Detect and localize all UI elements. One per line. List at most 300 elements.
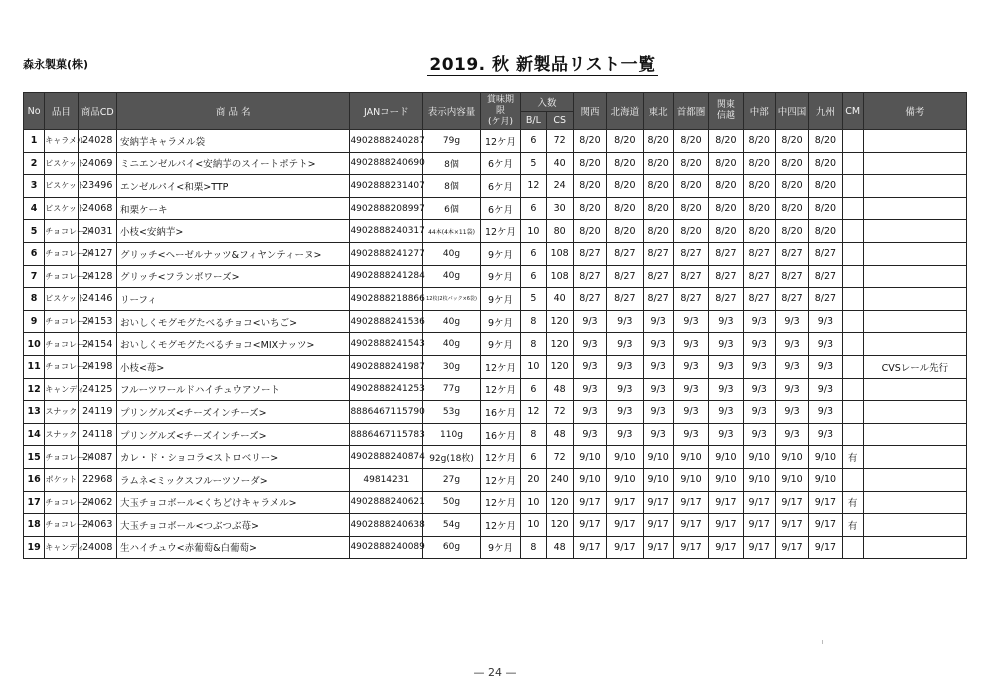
cell-category: ビスケット: [45, 288, 78, 311]
cell-cm: [842, 175, 863, 198]
cell-date-chubu: 8/27: [743, 242, 775, 265]
cell-date-kansai: 9/3: [573, 378, 606, 401]
cell-shelf-life: 12ケ月: [480, 514, 520, 537]
cell-jan: 4902888241277: [350, 242, 423, 265]
cell-category: チョコレート: [45, 333, 78, 356]
cell-date-kyushu: 9/10: [809, 468, 842, 491]
cell-cs: 108: [546, 242, 573, 265]
cell-jan: 4902888240638: [350, 514, 423, 537]
cell-no: 11: [24, 355, 45, 378]
cell-no: 17: [24, 491, 45, 514]
cell-date-chubu: 9/17: [743, 536, 775, 559]
cell-shelf-life: 12ケ月: [480, 130, 520, 153]
cell-date-hokkaido: 8/20: [607, 152, 643, 175]
cell-no: 13: [24, 401, 45, 424]
cell-date-kansai: 8/27: [573, 288, 606, 311]
cell-no: 16: [24, 468, 45, 491]
cell-no: 18: [24, 514, 45, 537]
cell-shelf-life: 9ケ月: [480, 242, 520, 265]
cell-cm: [842, 423, 863, 446]
cell-date-chushikoku: 9/3: [775, 355, 808, 378]
cell-date-hokkaido: 9/17: [607, 491, 643, 514]
cell-product-cd: 24062: [78, 491, 116, 514]
table-row: [24, 242, 967, 265]
cell-category: ビスケット: [45, 197, 78, 220]
cell-date-chubu: 9/3: [743, 378, 775, 401]
cell-shelf-life: 9ケ月: [480, 536, 520, 559]
cell-jan: 4902888241284: [350, 265, 423, 288]
cell-product-cd: 24118: [78, 423, 116, 446]
cell-date-tohoku: 9/3: [643, 310, 673, 333]
table-row: [24, 310, 967, 333]
cell-cm: 有: [842, 446, 863, 469]
cell-remarks: [863, 468, 966, 491]
cell-cs: 48: [546, 536, 573, 559]
cell-date-shutoken: 8/20: [673, 197, 708, 220]
cell-date-tohoku: 8/27: [643, 242, 673, 265]
cell-date-tohoku: 9/10: [643, 446, 673, 469]
cell-date-kansai: 9/10: [573, 468, 606, 491]
cell-product-name: おいしくモグモグたべるチョコ<MIXナッツ>: [116, 333, 349, 356]
cell-date-tohoku: 8/20: [643, 175, 673, 198]
cell-date-tohoku: 9/10: [643, 468, 673, 491]
cell-shelf-life: 9ケ月: [480, 333, 520, 356]
cell-product-cd: 24153: [78, 310, 116, 333]
header-shelf-life-line1: 賞味期: [487, 94, 515, 105]
cell-remarks: [863, 514, 966, 537]
cell-date-shutoken: 8/20: [673, 220, 708, 243]
cell-remarks: [863, 152, 966, 175]
cell-date-shutoken: 9/17: [673, 491, 708, 514]
cell-date-shutoken: 9/3: [673, 333, 708, 356]
header-kyushu: 九州: [809, 93, 842, 130]
cell-product-name: ラムネ<ミックスフルーツソーダ>: [116, 468, 349, 491]
cell-cm: [842, 152, 863, 175]
header-jan: JANコード: [350, 93, 423, 130]
cell-bl: 10: [521, 220, 546, 243]
cell-product-name: 安納芋キャラメル袋: [116, 130, 349, 153]
cell-content: 8個: [423, 175, 481, 198]
cell-date-hokkaido: 9/10: [607, 446, 643, 469]
cell-date-chubu: 9/10: [743, 446, 775, 469]
cell-content: 40g: [423, 265, 481, 288]
table-row: [24, 378, 967, 401]
cell-cm: [842, 401, 863, 424]
cell-product-cd: 24146: [78, 288, 116, 311]
header-irisu: 入数: [521, 93, 574, 112]
cell-cm: [842, 536, 863, 559]
cell-date-chubu: 9/17: [743, 514, 775, 537]
cell-date-tohoku: 9/3: [643, 333, 673, 356]
cell-bl: 6: [521, 378, 546, 401]
table-row: [24, 197, 967, 220]
cell-date-chushikoku: 8/20: [775, 152, 808, 175]
cell-date-chubu: 9/3: [743, 355, 775, 378]
cell-remarks: [863, 197, 966, 220]
cell-cs: 30: [546, 197, 573, 220]
cell-cm: [842, 468, 863, 491]
cell-no: 3: [24, 175, 45, 198]
cell-date-kansai: 8/20: [573, 197, 606, 220]
cell-date-kansai: 9/17: [573, 491, 606, 514]
cell-no: 4: [24, 197, 45, 220]
cell-category: チョコレート: [45, 355, 78, 378]
cell-date-hokkaido: 9/10: [607, 468, 643, 491]
header-kanshin-line2: 信越: [716, 111, 735, 121]
cell-cs: 120: [546, 491, 573, 514]
cell-bl: 10: [521, 355, 546, 378]
cell-date-kyushu: 9/3: [809, 378, 842, 401]
cell-date-chushikoku: 8/20: [775, 130, 808, 153]
cell-product-name: グリッチ<ヘーゼルナッツ&フィヤンティーヌ>: [116, 242, 349, 265]
cell-date-shutoken: 9/10: [673, 446, 708, 469]
cell-remarks: [863, 220, 966, 243]
header-shelf-life: [480, 93, 520, 130]
cell-product-name: フルーツワールドハイチュウアソート: [116, 378, 349, 401]
cell-product-cd: 24198: [78, 355, 116, 378]
cell-date-kyushu: 9/3: [809, 423, 842, 446]
header-chubu: 中部: [743, 93, 775, 130]
cell-product-name: 大玉チョコボール<くちどけキャラメル>: [116, 491, 349, 514]
cell-product-name: エンゼルパイ<和栗>TTP: [116, 175, 349, 198]
header-category: 品目: [45, 93, 78, 130]
cell-category: チョコレート: [45, 446, 78, 469]
cell-remarks: [863, 401, 966, 424]
cell-cm: [842, 130, 863, 153]
cell-date-kanshin: 9/3: [709, 401, 743, 424]
cell-date-chubu: 8/20: [743, 152, 775, 175]
cell-date-hokkaido: 9/17: [607, 536, 643, 559]
header-cm: CM: [842, 93, 863, 130]
cell-date-chubu: 9/3: [743, 423, 775, 446]
cell-content: 40g: [423, 333, 481, 356]
cell-no: 5: [24, 220, 45, 243]
cell-date-kyushu: 8/20: [809, 175, 842, 198]
cell-date-kansai: 8/20: [573, 152, 606, 175]
cell-cm: 有: [842, 514, 863, 537]
cell-date-hokkaido: 8/20: [607, 220, 643, 243]
cell-remarks: [863, 242, 966, 265]
cell-no: 10: [24, 333, 45, 356]
cell-jan: 4902888240089: [350, 536, 423, 559]
header-content: 表示内容量: [423, 93, 481, 130]
header-no: No: [24, 93, 45, 130]
cell-jan: 4902888240690: [350, 152, 423, 175]
cell-date-hokkaido: 8/20: [607, 175, 643, 198]
cell-date-shutoken: 9/3: [673, 401, 708, 424]
cell-date-shutoken: 9/10: [673, 468, 708, 491]
cell-date-kanshin: 9/3: [709, 333, 743, 356]
cell-date-shutoken: 9/17: [673, 514, 708, 537]
cell-no: 6: [24, 242, 45, 265]
cell-bl: 5: [521, 152, 546, 175]
cell-product-cd: 24008: [78, 536, 116, 559]
cell-remarks: [863, 378, 966, 401]
cell-content: 12枚(2枚パック×6袋): [423, 288, 481, 311]
cell-cs: 40: [546, 152, 573, 175]
cell-jan: 4902888240287: [350, 130, 423, 153]
cell-content: 54g: [423, 514, 481, 537]
header-shelf-life-line3: (ケ月): [488, 116, 514, 127]
cell-jan: 4902888241536: [350, 310, 423, 333]
cell-bl: 6: [521, 197, 546, 220]
cell-date-kyushu: 8/20: [809, 220, 842, 243]
cell-jan: 8886467115790: [350, 401, 423, 424]
cell-date-kansai: 9/17: [573, 536, 606, 559]
cell-category: チョコレート: [45, 220, 78, 243]
cell-date-shutoken: 8/27: [673, 242, 708, 265]
cell-date-tohoku: 9/17: [643, 514, 673, 537]
cell-product-cd: 24119: [78, 401, 116, 424]
cell-date-shutoken: 8/27: [673, 288, 708, 311]
cell-remarks: [863, 130, 966, 153]
table-body: [24, 130, 967, 559]
cell-product-cd: 24125: [78, 378, 116, 401]
cell-date-chubu: 8/27: [743, 265, 775, 288]
cell-cs: 80: [546, 220, 573, 243]
cell-cm: [842, 355, 863, 378]
cell-date-tohoku: 9/17: [643, 536, 673, 559]
table-row: [24, 175, 967, 198]
cell-jan: 4902888241987: [350, 355, 423, 378]
cell-product-name: 大玉チョコボール<つぶつぶ苺>: [116, 514, 349, 537]
cell-date-kyushu: 9/3: [809, 401, 842, 424]
cell-shelf-life: 12ケ月: [480, 468, 520, 491]
cell-jan: 4902888240874: [350, 446, 423, 469]
cell-date-shutoken: 9/3: [673, 423, 708, 446]
table-row: [24, 536, 967, 559]
cell-date-hokkaido: 9/3: [607, 401, 643, 424]
cell-category: ビスケット: [45, 175, 78, 198]
cell-date-kanshin: 8/20: [709, 197, 743, 220]
cell-date-tohoku: 9/3: [643, 423, 673, 446]
cell-product-name: グリッチ<フランボワーズ>: [116, 265, 349, 288]
cell-date-kanshin: 8/27: [709, 265, 743, 288]
cell-category: チョコレート: [45, 242, 78, 265]
cell-jan: 4902888208997: [350, 197, 423, 220]
cell-jan: 4902888241543: [350, 333, 423, 356]
cell-product-name: カレ・ド・ショコラ<ストロベリー>: [116, 446, 349, 469]
header-cs: CS: [546, 112, 573, 130]
cell-cs: 120: [546, 355, 573, 378]
cell-bl: 10: [521, 514, 546, 537]
cell-date-kanshin: 9/17: [709, 491, 743, 514]
cell-date-chushikoku: 9/3: [775, 401, 808, 424]
cell-date-kanshin: 8/27: [709, 288, 743, 311]
cell-content: 110g: [423, 423, 481, 446]
cell-bl: 12: [521, 175, 546, 198]
cell-date-kansai: 8/27: [573, 265, 606, 288]
cell-category: キャンディ: [45, 378, 78, 401]
cell-shelf-life: 6ケ月: [480, 175, 520, 198]
cell-remarks: [863, 446, 966, 469]
cell-category: スナック: [45, 401, 78, 424]
cell-bl: 6: [521, 130, 546, 153]
cell-remarks: CVSレール先行: [863, 355, 966, 378]
cell-date-chushikoku: 8/20: [775, 197, 808, 220]
cell-cs: 108: [546, 265, 573, 288]
cell-date-tohoku: 9/17: [643, 491, 673, 514]
cell-no: 19: [24, 536, 45, 559]
cell-product-name: 小枝<安納芋>: [116, 220, 349, 243]
cell-no: 9: [24, 310, 45, 333]
cell-product-cd: 22968: [78, 468, 116, 491]
cell-jan: 4902888240621: [350, 491, 423, 514]
cell-product-name: ミニエンゼルパイ<安納芋のスイートポテト>: [116, 152, 349, 175]
table-row: [24, 491, 967, 514]
cell-date-shutoken: 8/27: [673, 265, 708, 288]
cell-date-kyushu: 9/10: [809, 446, 842, 469]
cell-remarks: [863, 288, 966, 311]
cell-jan: 8886467115783: [350, 423, 423, 446]
cell-no: 14: [24, 423, 45, 446]
cell-product-cd: 23496: [78, 175, 116, 198]
cell-date-kanshin: 8/20: [709, 175, 743, 198]
cell-date-hokkaido: 8/20: [607, 130, 643, 153]
cell-cs: 120: [546, 514, 573, 537]
cell-cm: [842, 242, 863, 265]
header-hokkaido: 北海道: [607, 93, 643, 130]
cell-cs: 48: [546, 378, 573, 401]
cell-date-chushikoku: 8/27: [775, 288, 808, 311]
cell-date-kansai: 9/3: [573, 355, 606, 378]
cell-date-kanshin: 9/10: [709, 468, 743, 491]
cell-product-cd: 24031: [78, 220, 116, 243]
cell-date-chubu: 8/27: [743, 288, 775, 311]
header-product-cd: 商品CD: [78, 93, 116, 130]
cell-date-shutoken: 9/3: [673, 310, 708, 333]
cell-bl: 20: [521, 468, 546, 491]
cell-content: 40g: [423, 310, 481, 333]
cell-cs: 24: [546, 175, 573, 198]
cell-category: チョコレート: [45, 514, 78, 537]
cell-date-kanshin: 9/17: [709, 514, 743, 537]
cell-cs: 48: [546, 423, 573, 446]
cell-shelf-life: 9ケ月: [480, 288, 520, 311]
cell-date-kansai: 9/10: [573, 446, 606, 469]
cell-category: チョコレート: [45, 310, 78, 333]
cell-date-hokkaido: 8/20: [607, 197, 643, 220]
cell-date-kansai: 8/20: [573, 130, 606, 153]
cell-cm: 有: [842, 491, 863, 514]
cell-shelf-life: 16ケ月: [480, 423, 520, 446]
cell-bl: 8: [521, 423, 546, 446]
cell-date-chubu: 9/3: [743, 401, 775, 424]
cell-content: 50g: [423, 491, 481, 514]
cell-date-chushikoku: 9/17: [775, 536, 808, 559]
cell-shelf-life: 9ケ月: [480, 265, 520, 288]
cell-date-chushikoku: 9/3: [775, 310, 808, 333]
cell-cm: [842, 197, 863, 220]
cell-bl: 6: [521, 446, 546, 469]
cell-date-chubu: 9/17: [743, 491, 775, 514]
cell-cs: 120: [546, 310, 573, 333]
cell-product-name: 小枝<苺>: [116, 355, 349, 378]
header-kanshin: [709, 93, 743, 130]
cell-date-chushikoku: 8/20: [775, 220, 808, 243]
cell-product-cd: 24128: [78, 265, 116, 288]
cell-date-tohoku: 9/3: [643, 355, 673, 378]
cell-category: キャラメル: [45, 130, 78, 153]
cell-product-name: リーフィ: [116, 288, 349, 311]
cell-date-chubu: 8/20: [743, 220, 775, 243]
cell-shelf-life: 6ケ月: [480, 197, 520, 220]
cell-category: チョコレート: [45, 491, 78, 514]
table-row: [24, 220, 967, 243]
cell-date-tohoku: 8/27: [643, 288, 673, 311]
cell-date-hokkaido: 9/17: [607, 514, 643, 537]
cell-category: ポケット: [45, 468, 78, 491]
cell-remarks: [863, 536, 966, 559]
cell-no: 7: [24, 265, 45, 288]
cell-shelf-life: 12ケ月: [480, 491, 520, 514]
cell-date-tohoku: 8/27: [643, 265, 673, 288]
table-row: [24, 401, 967, 424]
header-chushikoku: 中四国: [775, 93, 808, 130]
cell-shelf-life: 12ケ月: [480, 355, 520, 378]
cell-content: 30g: [423, 355, 481, 378]
cell-category: スナック: [45, 423, 78, 446]
cell-date-kyushu: 8/27: [809, 242, 842, 265]
cell-remarks: [863, 265, 966, 288]
cell-cs: 240: [546, 468, 573, 491]
cell-content: 53g: [423, 401, 481, 424]
scan-speck: [822, 640, 823, 644]
cell-date-chushikoku: 9/3: [775, 333, 808, 356]
cell-date-hokkaido: 9/3: [607, 355, 643, 378]
cell-remarks: [863, 310, 966, 333]
header-kanshin-line1: 関東: [716, 100, 735, 110]
cell-date-chubu: 8/20: [743, 175, 775, 198]
cell-date-kyushu: 8/20: [809, 130, 842, 153]
cell-date-kanshin: 8/27: [709, 242, 743, 265]
cell-date-kyushu: 8/20: [809, 152, 842, 175]
cell-date-kanshin: 9/17: [709, 536, 743, 559]
cell-no: 1: [24, 130, 45, 153]
product-table: [23, 92, 967, 559]
table-row: [24, 514, 967, 537]
cell-shelf-life: 16ケ月: [480, 401, 520, 424]
cell-remarks: [863, 491, 966, 514]
cell-no: 2: [24, 152, 45, 175]
cell-date-chushikoku: 9/17: [775, 491, 808, 514]
cell-product-cd: 24154: [78, 333, 116, 356]
cell-date-hokkaido: 9/3: [607, 423, 643, 446]
cell-cs: 40: [546, 288, 573, 311]
cell-no: 15: [24, 446, 45, 469]
cell-bl: 6: [521, 265, 546, 288]
cell-date-shutoken: 9/3: [673, 355, 708, 378]
cell-date-kansai: 9/3: [573, 310, 606, 333]
cell-date-tohoku: 8/20: [643, 130, 673, 153]
cell-date-kansai: 9/3: [573, 423, 606, 446]
cell-cm: [842, 310, 863, 333]
header-tohoku: 東北: [643, 93, 673, 130]
table-header: [24, 93, 967, 130]
table-row: [24, 423, 967, 446]
header-product-name: 商 品 名: [116, 93, 349, 130]
cell-date-kyushu: 9/17: [809, 514, 842, 537]
cell-shelf-life: 9ケ月: [480, 310, 520, 333]
cell-bl: 6: [521, 242, 546, 265]
cell-cs: 72: [546, 401, 573, 424]
cell-date-kanshin: 8/20: [709, 220, 743, 243]
cell-date-shutoken: 8/20: [673, 175, 708, 198]
cell-no: 12: [24, 378, 45, 401]
cell-date-tohoku: 8/20: [643, 152, 673, 175]
cell-date-tohoku: 9/3: [643, 401, 673, 424]
cell-date-tohoku: 9/3: [643, 378, 673, 401]
